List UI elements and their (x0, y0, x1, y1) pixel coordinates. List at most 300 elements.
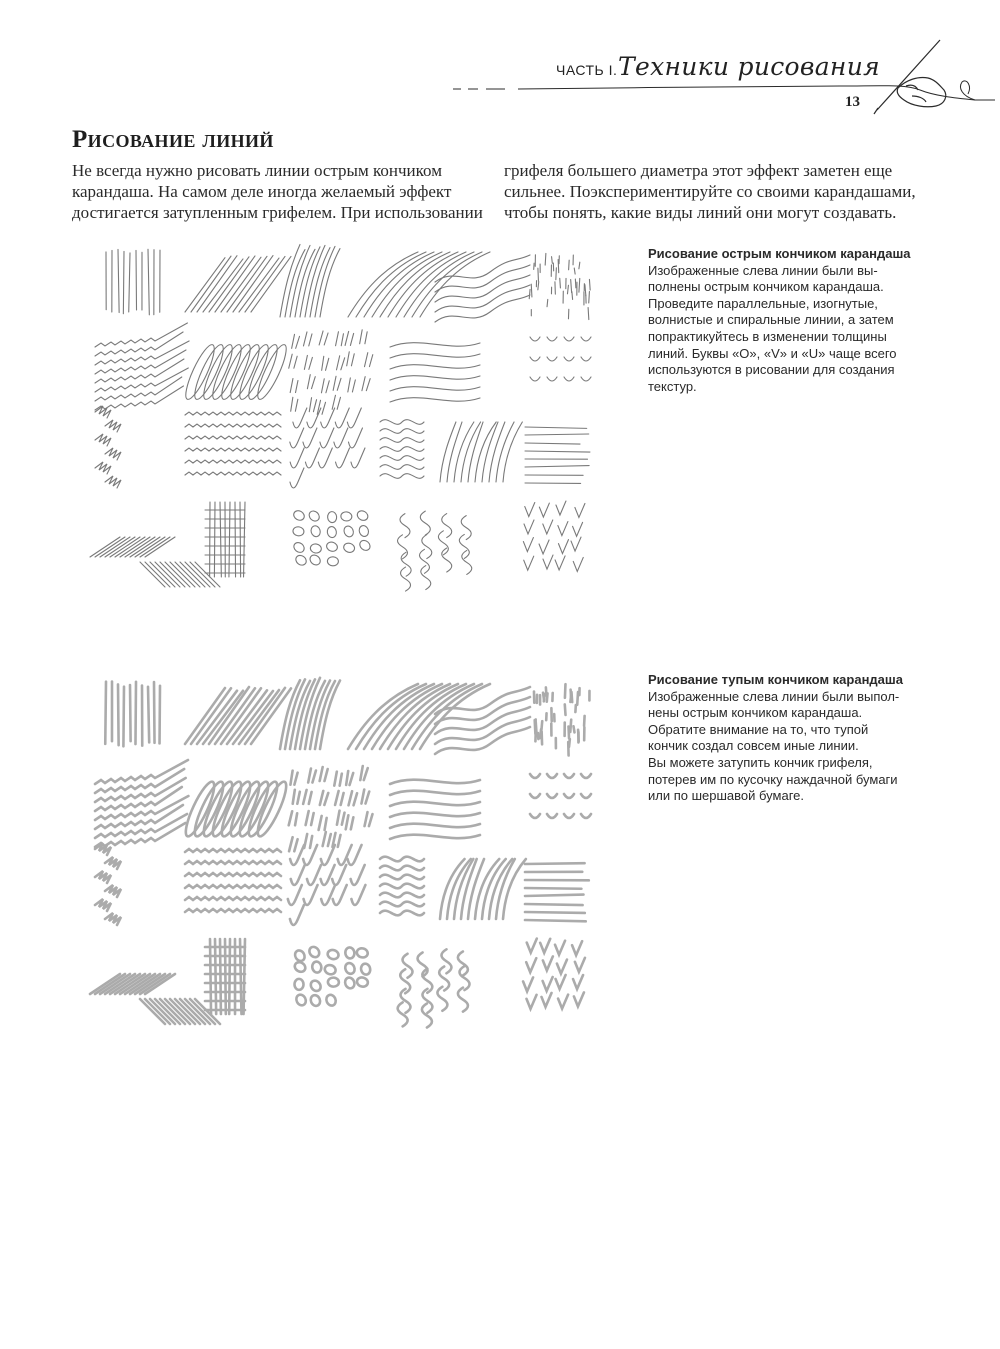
pencil-stroke (435, 295, 530, 322)
pencil-stroke (294, 839, 297, 851)
caption-line: Проведите параллельные, изогнутые, (648, 295, 878, 311)
pencil-stroke (354, 793, 358, 805)
pencil-stroke (578, 730, 579, 742)
page-number: 13 (845, 94, 860, 110)
pencil-circle (310, 525, 322, 538)
pencil-stroke (390, 376, 480, 380)
pencil-stroke (160, 562, 185, 587)
pencil-stroke (525, 888, 581, 889)
pencil-stroke (338, 835, 341, 847)
pencil-stroke (214, 502, 215, 577)
pencil-stroke (579, 278, 580, 292)
pencil-stroke (323, 832, 326, 846)
sharp-stroke-grid (80, 232, 620, 612)
pencil-stroke (454, 422, 474, 482)
pencil-stroke (380, 893, 424, 898)
pencil-stroke (351, 865, 365, 885)
pencil-stroke (584, 716, 585, 726)
pencil-stroke (403, 954, 413, 978)
pencil-stroke (547, 377, 557, 381)
pencil-stroke (351, 817, 354, 829)
pencil-stroke (296, 336, 300, 348)
pencil-stroke (390, 343, 480, 347)
pencil-stroke (589, 279, 590, 290)
pencil-stroke (390, 791, 480, 795)
pencil-stroke (360, 766, 362, 780)
pencil-stroke (390, 824, 480, 828)
pencil-stroke (573, 522, 583, 536)
pencil-circle (324, 964, 337, 976)
pencil-stroke (380, 875, 424, 880)
pencil-circle (293, 949, 306, 963)
pencil-circle (342, 525, 355, 539)
pencil-stroke (558, 522, 568, 536)
pencil-stroke (351, 354, 354, 366)
caption-line: Изображенные слева линии были выпол- (648, 688, 900, 704)
intro-line: грифеля большего диаметра этот эффект заметен еще (504, 161, 893, 180)
pencil-stroke (567, 285, 568, 294)
intro-line: сильнее. Поэкспериментируйте со своими карандашами, (504, 182, 916, 201)
intro-line: карандаша. На самом деле иногда желаемый эффект (72, 182, 452, 201)
pencil-stroke (175, 562, 200, 587)
pencil-stroke (95, 323, 187, 347)
pencil-stroke (352, 380, 355, 392)
pencil-stroke (318, 448, 332, 468)
caption-line: текстур. (648, 378, 697, 394)
pencil-stroke (547, 693, 548, 701)
pencil-stroke (390, 835, 480, 839)
pencil-stroke (291, 397, 293, 411)
pencil-stroke (564, 357, 574, 361)
pencil-stroke (579, 262, 580, 269)
pencil-stroke (324, 769, 327, 781)
pencil-stroke (555, 941, 565, 955)
pencil-stroke (380, 884, 424, 889)
pencil-stroke (346, 771, 348, 785)
pencil-stroke (369, 814, 373, 826)
pencil-stroke (321, 379, 324, 393)
intro-line: чтобы понять, какие виды линий они могут создавать. (504, 203, 897, 222)
pencil-stroke (136, 250, 137, 310)
caption-line: линий. Буквы «O», «V» и «U» чаще всего (648, 345, 897, 361)
pencil-circle (307, 945, 321, 959)
pencil-stroke (441, 949, 451, 973)
pencil-stroke (461, 422, 481, 482)
pencil-stroke (244, 939, 245, 1014)
pencil-stroke (390, 813, 480, 817)
pencil-stroke (341, 358, 345, 370)
pencil-stroke (185, 436, 281, 439)
pencil-stroke (530, 814, 540, 818)
pencil-stroke (556, 268, 557, 280)
pencil-stroke (380, 866, 424, 871)
pencil-stroke (552, 257, 553, 264)
pencil-stroke (165, 562, 190, 587)
pencil-stroke (435, 285, 530, 312)
pencil-stroke (573, 557, 583, 571)
pencil-stroke (581, 377, 591, 381)
pencil-stroke (251, 688, 291, 744)
pencil-stroke (303, 332, 306, 346)
pencil-stroke (366, 379, 370, 391)
pencil-circle (294, 553, 308, 567)
blunt-stroke-grid (80, 664, 620, 1054)
pencil-circle (295, 993, 308, 1007)
pencil-stroke (547, 357, 557, 361)
pencil-stroke (581, 814, 591, 818)
pencil-stroke (565, 684, 566, 698)
pencil-stroke (334, 428, 348, 448)
pencil-stroke (334, 772, 337, 786)
pencil-stroke (307, 865, 321, 885)
pencil-stroke (320, 767, 323, 781)
pencil-stroke (543, 956, 553, 970)
pencil-stroke (309, 792, 312, 804)
pencil-stroke (185, 873, 281, 876)
pencil-stroke (365, 332, 367, 344)
pencil-stroke (525, 434, 589, 435)
pencil-stroke (547, 794, 557, 798)
pencil-circle (293, 960, 307, 973)
pencil-stroke (543, 693, 544, 700)
intro-column-left (72, 160, 490, 223)
pencil-circle (327, 511, 337, 523)
pencil-stroke (525, 427, 587, 428)
pencil-stroke (322, 356, 324, 370)
pencil-stroke (577, 692, 578, 705)
pencil-stroke (309, 398, 311, 412)
pencil-stroke (118, 249, 119, 312)
pencil-circle (340, 511, 352, 521)
pencil-stroke (524, 556, 534, 570)
pencil-stroke (564, 794, 574, 798)
pencil-stroke (337, 378, 341, 390)
pencil-stroke (361, 790, 364, 804)
caption-line: Изображенные слева линии были вы- (648, 262, 878, 278)
pencil-stroke (333, 376, 336, 390)
pencil-stroke (195, 562, 220, 587)
caption-line: потерев им по кусочку наждачной бумаги (648, 771, 898, 787)
pencil-stroke (458, 988, 468, 1012)
caption-title: Рисование тупым кончиком карандаша (648, 672, 903, 687)
pencil-stroke (420, 511, 430, 535)
pencil-circle (311, 961, 322, 973)
pencil-stroke (475, 422, 496, 482)
pencil-stroke (290, 905, 304, 925)
pencil-circle (325, 541, 338, 553)
section-title: Рисование линий (72, 126, 274, 153)
pencil-stroke (145, 562, 170, 587)
pencil-stroke (564, 377, 574, 381)
caption-line: полнены острым кончиком карандаша. (648, 279, 884, 295)
pencil-stroke (401, 567, 411, 591)
pencil-stroke (335, 408, 349, 428)
pencil-stroke (105, 420, 121, 432)
pencil-stroke (185, 472, 281, 475)
pencil-stroke (543, 977, 553, 991)
pencil-circle (325, 993, 338, 1007)
pencil-stroke (290, 448, 304, 468)
pencil-stroke (349, 791, 353, 805)
pencil-stroke (523, 977, 533, 991)
pencil-stroke (539, 503, 549, 517)
intro-line: Не всегда нужно рисовать линии острым кончиком (72, 161, 442, 180)
pencil-stroke (290, 468, 304, 488)
pencil-stroke (304, 355, 307, 369)
pencil-circle (358, 524, 370, 537)
pencil-stroke (185, 460, 281, 463)
pencil-stroke (564, 814, 574, 818)
pencil-stroke (310, 836, 312, 848)
pencil-stroke (364, 353, 367, 367)
intro-line: достигается затупленным грифелем. При использовании (72, 203, 483, 222)
pencil-stroke (290, 379, 293, 393)
pencil-stroke (225, 939, 226, 1014)
pencil-stroke (380, 429, 424, 434)
pencil-stroke (503, 422, 522, 482)
pencil-stroke (324, 333, 328, 345)
pencil-circle (310, 543, 322, 554)
pencil-stroke (525, 863, 585, 864)
pencil-circle (344, 976, 356, 990)
pencil-stroke (337, 356, 340, 370)
caption-line: Вы можете затупить кончик грифеля, (648, 754, 873, 770)
caption-title: Рисование острым кончиком карандаша (648, 246, 911, 261)
pencil-stroke (95, 462, 111, 474)
pencil-stroke (229, 502, 230, 577)
pencil-stroke (347, 408, 361, 428)
pencil-stroke (526, 958, 536, 972)
pencil-stroke (538, 282, 539, 290)
pencil-stroke (345, 331, 349, 345)
pencil-stroke (240, 502, 241, 577)
pencil-stroke (523, 538, 533, 552)
pencil-stroke (309, 334, 312, 346)
pencil-stroke (571, 537, 581, 551)
pencil-stroke (332, 395, 335, 409)
caption-line: используются в рисовании для создания (648, 362, 895, 378)
pencil-stroke (312, 771, 315, 783)
pencil-stroke (185, 412, 281, 415)
caption-blunt-pencil (648, 672, 948, 805)
caption-line: нены острым кончиком карандаша. (648, 705, 863, 721)
pencil-circle (358, 538, 372, 552)
pencil-stroke (185, 424, 281, 427)
pencil-stroke (555, 556, 565, 570)
pencil-stroke (558, 995, 568, 1009)
pencil-stroke (129, 253, 130, 312)
pencil-stroke (337, 397, 340, 409)
pencil-stroke (400, 514, 410, 538)
pencil-stroke (569, 260, 570, 270)
pencil-stroke (324, 793, 328, 805)
pencil-stroke (185, 448, 281, 451)
pencil-stroke (150, 562, 175, 587)
pencil-stroke (290, 428, 304, 448)
pencil-stroke (105, 682, 106, 744)
pencil-stroke (347, 352, 350, 366)
pencil-stroke (95, 368, 188, 392)
pencil-stroke (525, 503, 535, 517)
pencil-stroke (543, 520, 553, 534)
pencil-circle (356, 947, 369, 958)
pencil-stroke (303, 428, 317, 448)
pencil-stroke (320, 791, 323, 805)
pencil-stroke (130, 685, 131, 741)
pencil-stroke (185, 562, 210, 587)
pencil-stroke (540, 729, 541, 738)
pencil-stroke (326, 358, 329, 370)
pencil-stroke (380, 857, 424, 862)
pencil-stroke (390, 780, 480, 784)
pencil-stroke (574, 726, 575, 732)
pencil-stroke (245, 256, 285, 312)
pencil-stroke (289, 354, 292, 368)
pencil-stroke (380, 447, 424, 452)
pencil-stroke (95, 434, 111, 446)
pencil-stroke (581, 794, 591, 798)
pencil-stroke (525, 443, 580, 444)
pencil-stroke (529, 289, 530, 298)
pencil-stroke (525, 904, 583, 905)
hand-holding-pencil-icon (874, 40, 946, 114)
pencil-stroke (155, 562, 180, 587)
pencil-stroke (556, 975, 566, 989)
pencil-stroke (571, 692, 572, 702)
pencil-stroke (588, 308, 589, 320)
pencil-circle (309, 994, 322, 1008)
pencil-stroke (380, 465, 424, 470)
pencil-stroke (570, 720, 571, 732)
sharp-pencil-stroke-samples (80, 232, 620, 612)
pencil-stroke (221, 257, 261, 312)
pencil-stroke (542, 993, 552, 1007)
pencil-stroke (335, 791, 339, 805)
pencil-stroke (398, 1002, 408, 1026)
pencil-stroke (210, 939, 211, 1014)
pencil-stroke (390, 354, 480, 358)
pencil-stroke (304, 885, 318, 905)
pencil-stroke (525, 920, 586, 921)
pencil-circle (356, 509, 370, 522)
pencil-stroke (307, 375, 310, 389)
pencil-stroke (462, 550, 472, 574)
pencil-stroke (380, 438, 424, 443)
pencil-stroke (290, 845, 304, 865)
pencil-circle (328, 977, 339, 987)
pencil-circle (307, 509, 321, 523)
pencil-stroke (197, 256, 237, 312)
pencil-stroke (303, 790, 306, 804)
pencil-stroke (320, 428, 334, 448)
pencil-stroke (239, 258, 279, 312)
pencil-stroke (296, 381, 298, 393)
pencil-stroke (574, 268, 575, 274)
pencil-stroke (292, 334, 295, 348)
pencil-stroke (311, 813, 314, 825)
pencil-stroke (360, 330, 363, 344)
pencil-stroke (135, 682, 136, 744)
pencil-stroke (341, 793, 344, 805)
pencil-stroke (191, 256, 231, 312)
pencil-stroke (380, 474, 424, 479)
pencil-stroke (575, 958, 585, 972)
pencil-stroke (337, 811, 340, 825)
blunt-pencil-stroke-samples (80, 664, 620, 1054)
pencil-stroke (543, 555, 553, 569)
pencil-stroke (227, 256, 267, 312)
pencil-stroke (366, 792, 370, 804)
pencil-stroke (589, 292, 590, 303)
pencil-stroke (245, 688, 285, 744)
pencil-stroke (140, 562, 165, 587)
pencil-stroke (185, 885, 281, 888)
pencil-stroke (581, 774, 591, 778)
pencil-stroke (220, 502, 221, 577)
pencil-stroke (435, 727, 530, 754)
pencil-stroke (572, 941, 582, 955)
pencil-stroke (496, 422, 514, 482)
pencil-stroke (527, 939, 537, 953)
pencil-stroke (308, 769, 311, 783)
pencil-stroke (380, 902, 424, 907)
pencil-stroke (95, 899, 111, 911)
pencil-stroke (289, 811, 292, 825)
pencil-stroke (297, 792, 299, 804)
pencil-stroke (240, 939, 241, 1014)
pencil-stroke (435, 255, 530, 282)
pencil-stroke (574, 992, 584, 1006)
pencil-stroke (422, 1003, 432, 1027)
pencil-stroke (251, 256, 291, 312)
pencil-stroke (524, 520, 534, 534)
pencil-stroke (239, 690, 279, 744)
pencil-stroke (293, 790, 295, 804)
pencil-stroke (346, 815, 349, 829)
pencil-stroke (291, 865, 305, 885)
pencil-stroke (564, 774, 574, 778)
pencil-stroke (313, 400, 316, 412)
pencil-stroke (319, 816, 322, 830)
pencil-stroke (525, 912, 585, 913)
pencil-stroke (295, 813, 297, 825)
pencil-stroke (328, 834, 331, 846)
pencil-stroke (336, 448, 350, 468)
chapter-title: Техники рисования (618, 52, 880, 81)
pencil-stroke (305, 448, 319, 468)
pencil-stroke (547, 774, 557, 778)
pencil-stroke (560, 278, 561, 288)
pencil-stroke (95, 871, 111, 883)
pencil-circle (309, 979, 323, 993)
intro-column-right (504, 160, 922, 223)
pencil-stroke (540, 939, 550, 953)
pencil-stroke (573, 975, 583, 989)
pencil-stroke (525, 895, 583, 896)
pencil-stroke (539, 540, 549, 554)
pencil-stroke (105, 913, 121, 925)
pencil-stroke (422, 535, 432, 559)
pencil-stroke (380, 456, 424, 461)
pencil-stroke (312, 377, 316, 389)
pencil-stroke (530, 337, 540, 341)
pencil-stroke (326, 381, 329, 393)
pencil-stroke (336, 332, 339, 346)
pencil-stroke (235, 502, 236, 577)
pencil-stroke (105, 857, 121, 869)
pencil-stroke (325, 818, 327, 830)
pencil-circle (342, 542, 355, 554)
